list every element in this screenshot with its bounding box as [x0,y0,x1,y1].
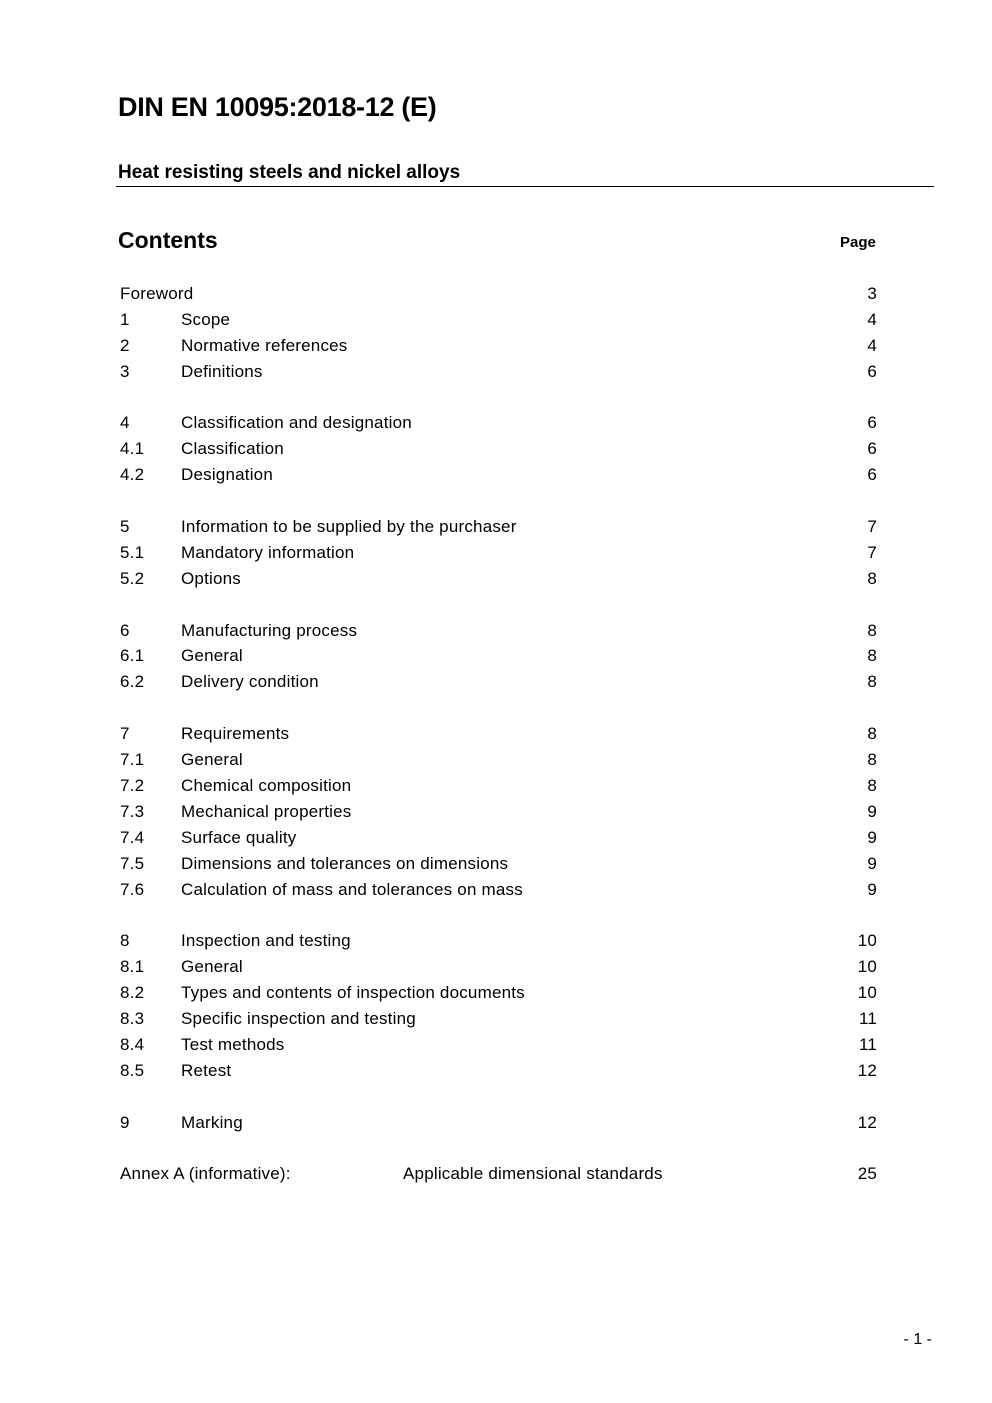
toc-entry-title: Test methods [181,1035,285,1054]
toc-entry-number: 8.1 [120,957,145,976]
contents-heading: Contents [118,227,218,253]
toc-entry[interactable] [120,619,877,643]
toc-entry-title: General [181,646,243,665]
document-title: DIN EN 10095:2018-12 (E) [118,92,437,122]
toc-entry-title: Manufacturing process [181,621,358,640]
toc-entry-number: 7.4 [120,828,145,847]
toc-entry[interactable] [120,308,877,332]
toc-entry-page: 9 [867,880,877,899]
toc-entry-number: 1 [120,310,130,329]
toc-entry[interactable] [120,1059,877,1083]
toc-entry-number: 7.2 [120,776,145,795]
toc-entry-title: Classification and designation [181,413,412,432]
page-column-heading: Page [840,234,876,251]
toc-entry-number: 8 [120,931,130,950]
toc-entry-foreword[interactable] [120,282,877,306]
toc-entry-number: 7.3 [120,802,145,821]
toc-entry[interactable] [120,981,877,1005]
toc-entry-number: 9 [120,1113,130,1132]
toc-entry-page: 12 [857,1113,877,1132]
toc-entry[interactable] [120,567,877,591]
toc-entry-title: Definitions [181,362,263,381]
toc-entry[interactable] [120,955,877,979]
toc-entry[interactable] [120,1033,877,1057]
toc-entry-number: 6.2 [120,672,145,691]
toc-entry-title: General [181,957,243,976]
toc-entry-page: 10 [857,983,877,1002]
annex-page: 25 [857,1164,877,1183]
toc-entry[interactable] [120,437,877,461]
toc-entry-title: Options [181,569,241,588]
toc-entry-page: 7 [867,517,877,536]
toc-entry-title: Chemical composition [181,776,352,795]
toc-entry-title: Dimensions and tolerances on dimensions [181,854,509,873]
toc-entry-page: 9 [867,802,877,821]
toc-entry-title: Scope [181,310,231,329]
toc-entry-title: Mandatory information [181,543,355,562]
toc-entry-title: Normative references [181,336,348,355]
toc-entry-page: 4 [867,310,877,329]
toc-entry-title: Specific inspection and testing [181,1009,416,1028]
toc-entry-title: Calculation of mass and tolerances on mass [181,880,523,899]
document-subtitle: Heat resisting steels and nickel alloys [118,162,461,183]
toc-entry-number: 4.1 [120,439,145,458]
toc-entry-page: 8 [867,646,877,665]
toc-entry-page: 11 [858,1035,877,1054]
toc-entry-page: 6 [867,465,877,484]
toc-entry-number: 5.2 [120,569,145,588]
toc-entry-page: 4 [867,336,877,355]
toc-entry[interactable] [120,411,877,435]
toc-entry-number: 8.5 [120,1061,145,1080]
toc-entry-number: 6.1 [120,646,145,665]
toc-entry-page: 6 [867,439,877,458]
toc-entry-page: 8 [867,750,877,769]
toc-entry[interactable] [120,929,877,953]
toc-entry[interactable] [120,644,877,668]
footer-page-number: - 1 - [903,1331,932,1348]
toc-entry-number: 8.2 [120,983,145,1002]
toc-entry-page: 12 [857,1061,877,1080]
toc-entry-title: Requirements [181,724,290,743]
toc-entry-number: 7.6 [120,880,145,899]
toc-entry-number: 4.2 [120,465,145,484]
toc-entry-number: 7 [120,724,130,743]
toc-entry[interactable] [120,774,877,798]
toc-entry-page: 7 [867,543,877,562]
toc-entry-page: 6 [867,413,877,432]
toc-entry[interactable] [120,670,877,694]
toc-entry[interactable] [120,826,877,850]
toc-entry-page: 3 [867,284,877,303]
toc-entry-number: 6 [120,621,130,640]
toc-entry[interactable] [120,1111,877,1135]
toc-entry-title: Inspection and testing [181,931,351,950]
toc-entry-page: 10 [857,957,877,976]
toc-entry[interactable] [120,1007,877,1031]
toc-entry-number: 2 [120,336,130,355]
toc-entry-title: Mechanical properties [181,802,352,821]
toc-entry-page: 8 [867,724,877,743]
subtitle-rule [116,186,934,187]
toc-entry[interactable] [120,852,877,876]
annex-title: Applicable dimensional standards [403,1164,663,1183]
toc-entry-page: 8 [867,776,877,795]
toc-entry[interactable] [120,360,877,384]
toc-entry-title: Delivery condition [181,672,319,691]
toc-entry-title: Information to be supplied by the purchaser [181,517,517,536]
toc-entry-title: Surface quality [181,828,297,847]
toc-entry-page: 6 [867,362,877,381]
toc-entry[interactable] [120,722,877,746]
toc-entry-title: Classification [181,439,284,458]
toc-entry[interactable] [120,334,877,358]
toc-entry-title: Marking [181,1113,243,1132]
toc-entry-number: 7.5 [120,854,145,873]
toc-entry[interactable] [120,878,877,902]
toc-entry-title: Types and contents of inspection documents [181,983,525,1002]
toc-entry-title: Retest [181,1061,232,1080]
toc-entry-title: Foreword [120,284,194,303]
toc-entry-page: 8 [867,672,877,691]
toc-entry-number: 5.1 [120,543,145,562]
toc-entry[interactable] [120,800,877,824]
toc-entry-number: 3 [120,362,130,381]
toc-entry-number: 8.3 [120,1009,145,1028]
toc-entry-page: 9 [867,854,877,873]
toc-entry-title: Designation [181,465,273,484]
toc-entry-number: 4 [120,413,130,432]
toc-entry-page: 9 [867,828,877,847]
toc-entry-number: 5 [120,517,130,536]
annex-label: Annex A (informative): [120,1164,291,1183]
toc-entry-number: 7.1 [120,750,145,769]
toc-entry-title: General [181,750,243,769]
toc-entry-page: 10 [857,931,877,950]
toc-entry-annex[interactable] [120,1162,877,1186]
toc-entry[interactable] [120,463,877,487]
toc-entry-number: 8.4 [120,1035,145,1054]
toc-entry[interactable] [120,541,877,565]
toc-entry-page: 8 [867,621,877,640]
toc-entry[interactable] [120,748,877,772]
toc-entry-page: 11 [858,1009,877,1028]
toc-entry-page: 8 [867,569,877,588]
toc-entry[interactable] [120,515,877,539]
